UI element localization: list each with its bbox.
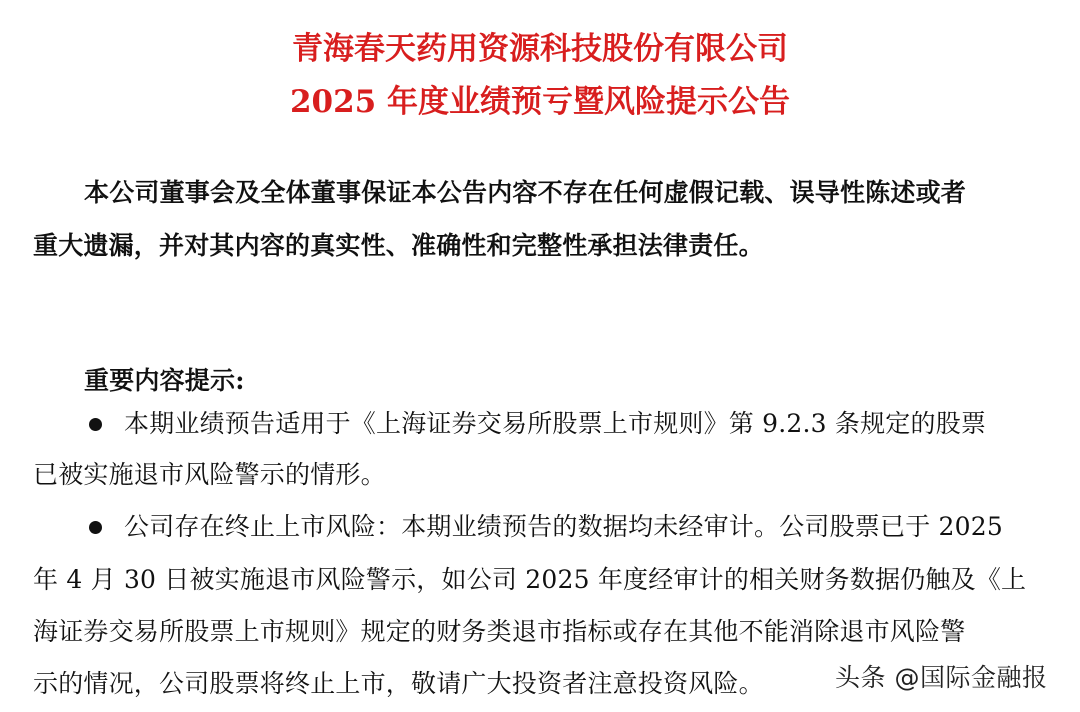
- bullet-2-line-3: 海证券交易所股票上市规则》规定的财务类退市指标或存在其他不能消除退市风险警: [33, 617, 966, 646]
- bullet-dot-icon: [89, 521, 102, 534]
- bullet-2-line-4: 示的情况，公司股票将终止上市，敬请广大投资者注意投资风险。: [33, 669, 764, 698]
- bullet-1-line-2: 已被实施退市风险警示的情形。: [33, 460, 386, 489]
- bullet-dot-icon: [89, 418, 102, 431]
- bullet-2-line-1: 公司存在终止上市风险：本期业绩预告的数据均未经审计。公司股票已于 2025: [124, 512, 1003, 541]
- announcement-title: 2025 年度业绩预亏暨风险提示公告: [289, 84, 791, 120]
- board-statement-line-2: 重大遗漏，并对其内容的真实性、准确性和完整性承担法律责任。: [33, 231, 764, 260]
- important-notice-heading: 重要内容提示:: [84, 366, 245, 395]
- bullet-2-line-2: 年 4 月 30 日被实施退市风险警示，如公司 2025 年度经审计的相关财务数据仍触及《上: [33, 565, 1027, 594]
- company-name-title: 青海春天药用资源科技股份有限公司: [292, 31, 788, 67]
- source-watermark: 头条 @国际金融报: [835, 663, 1048, 692]
- board-statement-line-1: 本公司董事会及全体董事保证本公告内容不存在任何虚假记载、误导性陈述或者: [84, 178, 967, 207]
- bullet-1-line-1: 本期业绩预告适用于《上海证券交易所股票上市规则》第 9.2.3 条规定的股票: [124, 409, 987, 438]
